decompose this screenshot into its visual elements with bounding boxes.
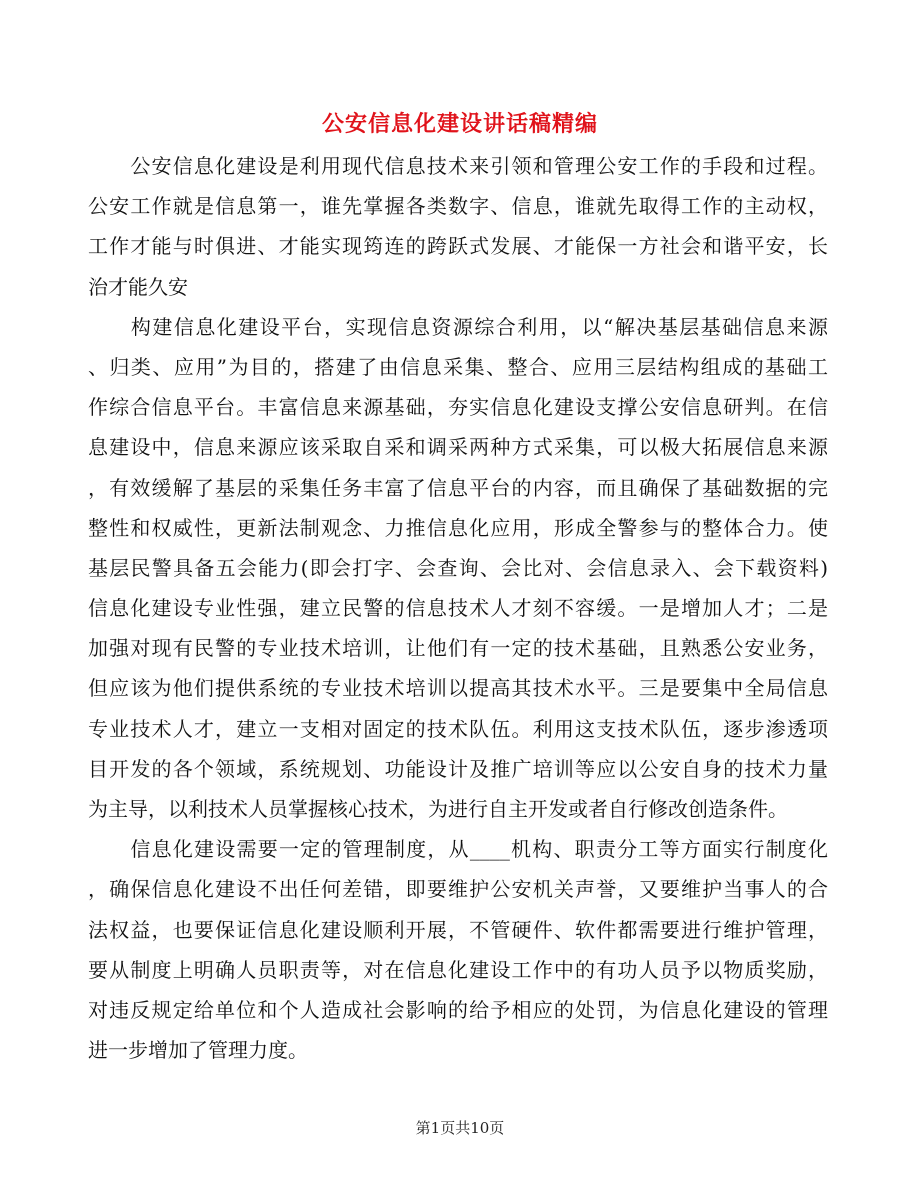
text-line: 、归类、应用”为目的，搭建了由信息采集、整合、应用三层结构组成的基础工	[88, 354, 828, 379]
document-body	[88, 146, 828, 1070]
text-line: ，有效缓解了基层的采集任务丰富了信息平台的内容，而且确保了基础数据的完	[88, 475, 828, 500]
text-line: ，确保信息化建设不出任何差错，即要维护公安机关声誉，又要维护当事人的合	[88, 877, 828, 902]
paragraph-2	[88, 307, 828, 829]
text-line: 但应该为他们提供系统的专业技术培训以提高其技术水平。三是要集中全局信息	[88, 676, 828, 701]
paragraph-1	[88, 146, 828, 307]
text-line: 公安信息化建设是利用现代信息技术来引领和管理公安工作的手段和过程。	[88, 154, 828, 178]
text-line: 进一步增加了管理力度。	[88, 1038, 308, 1063]
text-line: 作综合信息平台。丰富信息来源基础，夯实信息化建设支撑公安信息研判。在信	[88, 395, 828, 420]
text-line: 整性和权威性，更新法制观念、力推信息化应用，形成全警参与的整体合力。使	[88, 515, 828, 540]
text-line: 息建设中，信息来源应该采取自采和调采两种方式采集，可以极大拓展信息来源	[88, 435, 828, 460]
text-line: 加强对现有民警的专业技术培训，让他们有一定的技术基础，且熟悉公安业务，	[88, 636, 828, 661]
text-line: 信息化建设需要一定的管理制度，从____机构、职责分工等方面实行制度化	[88, 837, 828, 862]
text-line: 为主导，以利技术人员掌握核心技术，为进行自主开发或者自行修改创造条件。	[88, 797, 788, 821]
text-line: 工作才能与时俱进、才能实现筠连的跨跃式发展、才能保一方社会和谐平安，长	[88, 234, 828, 259]
text-line: 目开发的各个领域，系统规划、功能设计及推广培训等应以公安自身的技术力量	[88, 756, 828, 781]
text-line: 信息化建设专业性强，建立民警的信息技术人才刻不容缓。一是增加人才；二是	[88, 596, 828, 621]
text-line: 法权益，也要保证信息化建设顺利开展，不管硬件、软件都需要进行维护管理，	[88, 917, 828, 942]
text-line: 治才能久安	[88, 274, 188, 299]
text-line: 基层民警具备五会能力(即会打字、会查询、会比对、会信息录入、会下载资料)	[88, 555, 828, 580]
text-line: 专业技术人才，建立一支相对固定的技术队伍。利用这支技术队伍，逐步渗透项	[88, 716, 828, 741]
paragraph-3	[88, 829, 828, 1070]
text-line: 要从制度上明确人员职责等，对在信息化建设工作中的有功人员予以物质奖励，	[88, 957, 828, 982]
text-line: 构建信息化建设平台，实现信息资源综合利用，以“解决基层基础信息来源	[88, 314, 828, 339]
page-number: 第1页共10页	[415, 1119, 505, 1137]
text-line: 公安工作就是信息第一，谁先掌握各类数字、信息，谁就先取得工作的主动权，	[88, 194, 828, 219]
document-title: 公安信息化建设讲话稿精编	[321, 111, 598, 137]
text-line: 对违反规定给单位和个人造成社会影响的给予相应的处罚，为信息化建设的管理	[88, 997, 828, 1022]
